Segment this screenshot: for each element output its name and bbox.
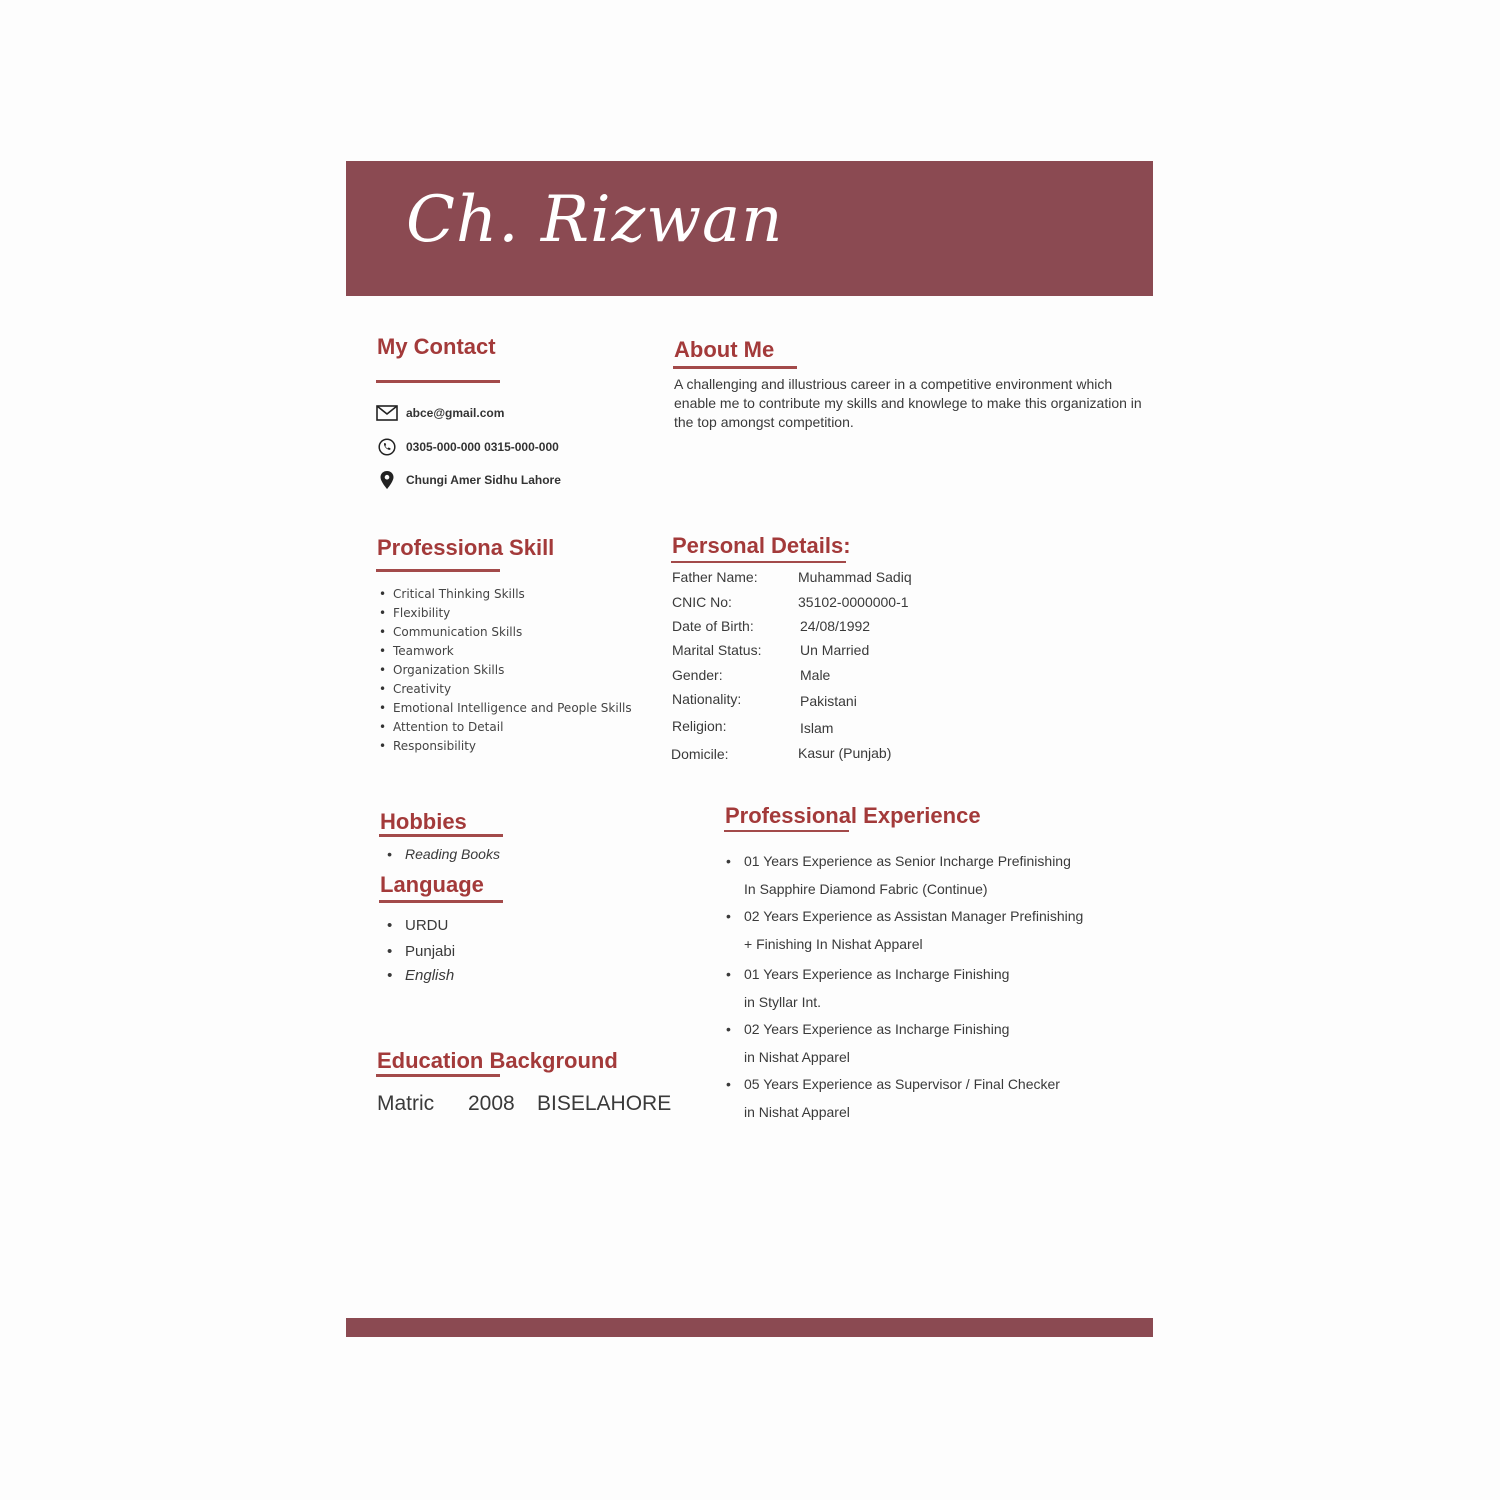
experience-line: 02 Years Experience as Incharge Finishing: [744, 1021, 1010, 1037]
detail-value: Islam: [800, 720, 834, 736]
list-item: • Attention to Detail: [378, 718, 632, 737]
hobbies-heading: Hobbies: [380, 809, 467, 834]
experience-item: [726, 960, 1009, 1016]
education-year: 2008: [468, 1092, 515, 1115]
detail-label: CNIC No:: [672, 594, 732, 610]
education-underline: [376, 1074, 500, 1077]
detail-label: Date of Birth:: [672, 618, 754, 634]
list-item: • Teamwork: [378, 642, 632, 661]
header-banner: [346, 161, 1153, 296]
contact-email-row: [376, 403, 504, 423]
bullet: •: [726, 1021, 731, 1037]
hobbies-list: [381, 846, 500, 862]
detail-label: Marital Status:: [672, 642, 762, 658]
experience-item: [726, 1015, 1009, 1071]
experience-item: [726, 1070, 1060, 1126]
phone-icon: [376, 437, 398, 457]
experience-line: in Styllar Int.: [744, 994, 822, 1010]
experience-item: [726, 847, 1071, 903]
contact-heading: My Contact: [377, 334, 496, 359]
language-underline: [379, 900, 503, 903]
experience-heading: Professional Experience: [725, 803, 981, 828]
about-underline: [673, 366, 797, 369]
experience-line: 01 Years Experience as Incharge Finishing: [744, 966, 1010, 982]
detail-label: Gender:: [672, 667, 723, 683]
experience-line: 01 Years Experience as Senior Incharge Prefinishing: [744, 853, 1071, 869]
contact-email[interactable]: abce@gmail.com: [406, 406, 505, 420]
personal-heading: Personal Details:: [672, 533, 851, 558]
list-item: • URDU: [381, 917, 455, 943]
language-heading: Language: [380, 872, 484, 897]
detail-value: Kasur (Punjab): [798, 745, 892, 761]
footer-bar: [346, 1318, 1153, 1337]
about-text: A challenging and illustrious career in a competitive environment which enable me to contribute my skills and knowlege to make this organization in the top amongst competition.: [674, 376, 1142, 430]
skills-heading: Professiona Skill: [377, 535, 555, 560]
experience-line: + Finishing In Nishat Apparel: [744, 936, 923, 952]
experience-line: in Nishat Apparel: [744, 1104, 850, 1120]
contact-address: Chungi Amer Sidhu Lahore: [406, 473, 561, 487]
skills-list: [378, 585, 632, 756]
envelope-icon: [376, 403, 398, 423]
experience-line: 02 Years Experience as Assistan Manager Prefinishing: [744, 908, 1084, 924]
personal-underline: [671, 561, 846, 563]
skills-underline: [376, 569, 500, 572]
list-item: • Responsibility: [378, 737, 632, 756]
bullet: •: [726, 908, 731, 924]
bullet: •: [726, 1076, 731, 1092]
list-item: • Punjabi: [381, 943, 455, 967]
candidate-name: Ch. Rizwan: [406, 183, 784, 257]
list-item: • Reading Books: [381, 846, 500, 862]
bullet: •: [726, 853, 731, 869]
hobbies-underline: [379, 834, 503, 837]
list-item: • Emotional Intelligence and People Skills: [378, 699, 632, 718]
detail-label: Father Name:: [672, 569, 758, 585]
contact-phone: 0305-000-000 0315-000-000: [406, 440, 559, 454]
detail-label: Nationality:: [672, 691, 742, 707]
list-item: • Communication Skills: [378, 623, 632, 642]
contact-phone-row: [376, 437, 559, 457]
education-degree: Matric: [377, 1092, 435, 1115]
list-item: • English: [381, 967, 455, 984]
bullet: •: [726, 966, 731, 982]
experience-line: In Sapphire Diamond Fabric (Continue): [744, 881, 988, 897]
list-item: • Flexibility: [378, 604, 632, 623]
detail-label: Religion:: [672, 718, 727, 734]
experience-line: 05 Years Experience as Supervisor / Final Checker: [744, 1076, 1060, 1092]
experience-line: in Nishat Apparel: [744, 1049, 850, 1065]
contact-underline: [376, 380, 500, 383]
detail-label: Domicile:: [671, 746, 729, 762]
list-item: • Creativity: [378, 680, 632, 699]
detail-value: Pakistani: [800, 693, 857, 709]
location-pin-icon: [376, 470, 398, 490]
detail-value: Un Married: [800, 642, 870, 658]
experience-underline: [724, 830, 849, 832]
detail-value: Muhammad Sadiq: [798, 569, 912, 585]
detail-value: 35102-0000000-1: [798, 594, 909, 610]
contact-address-row: [376, 470, 561, 490]
experience-item: [726, 902, 1083, 958]
list-item: • Critical Thinking Skills: [378, 585, 632, 604]
education-board: BISELAHORE: [537, 1092, 672, 1115]
language-list: [381, 917, 455, 984]
education-heading: Education Background: [377, 1048, 618, 1073]
list-item: • Organization Skills: [378, 661, 632, 680]
detail-value: Male: [800, 667, 831, 683]
detail-value: 24/08/1992: [800, 618, 871, 634]
about-heading: About Me: [674, 337, 775, 362]
